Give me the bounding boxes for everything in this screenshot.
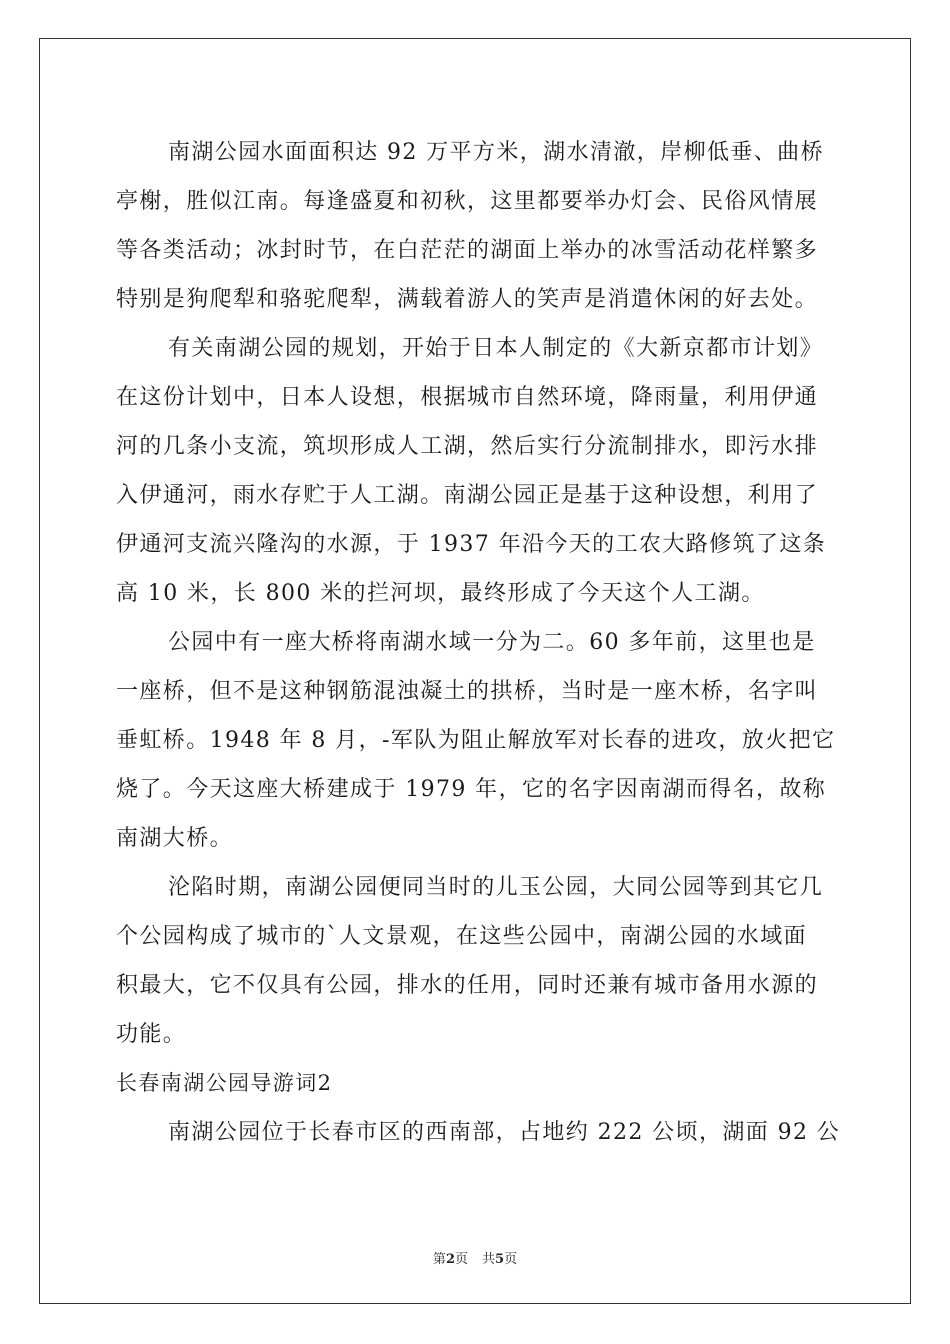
paragraph-line: 烧了。今天这座大桥建成于 1979 年，它的名字因南湖而得名，故称 bbox=[116, 777, 827, 802]
paragraph-line: 垂虹桥。1948 年 8 月，-军队为阻止解放军对长春的进攻，放火把它 bbox=[116, 728, 836, 753]
page-label-prefix: 第 bbox=[432, 1252, 446, 1267]
total-pages: 5 bbox=[495, 1252, 505, 1267]
page-number: 2 bbox=[445, 1252, 455, 1267]
document-body bbox=[116, 128, 841, 1157]
paragraph-line: 积最大，它不仅具有公园，排水的任用，同时还兼有城市备用水源的 bbox=[116, 973, 819, 998]
paragraph-line: 公园中有一座大桥将南湖水域一分为二。60 多年前，这里也是 bbox=[168, 630, 816, 655]
paragraph-line: 南湖大桥。 bbox=[116, 826, 234, 851]
paragraph-line: 河的几条小支流，筑坝形成人工湖，然后实行分流制排水，即污水排 bbox=[116, 434, 819, 459]
total-label-prefix: 共 bbox=[482, 1252, 496, 1267]
paragraph-line: 在这份计划中，日本人设想，根据城市自然环境，降雨量，利用伊通 bbox=[116, 385, 819, 410]
paragraph-line: 伊通河支流兴隆沟的水源，于 1937 年沿今天的工农大路修筑了这条 bbox=[116, 532, 827, 557]
paragraph-line: 入伊通河，雨水存贮于人工湖。南湖公园正是基于这种设想，利用了 bbox=[116, 483, 819, 508]
total-label-suffix: 页 bbox=[504, 1252, 518, 1267]
paragraph-line: 南湖公园水面面积达 92 万平方米，湖水清澈，岸柳低垂、曲桥 bbox=[168, 140, 824, 165]
paragraph-line: 一座桥，但不是这种钢筋混浊凝土的拱桥，当时是一座木桥，名字叫 bbox=[116, 679, 819, 704]
paragraph-line: 亭榭，胜似江南。每逢盛夏和初秋，这里都要举办灯会、民俗风情展 bbox=[116, 189, 819, 214]
paragraph-line: 有关南湖公园的规划，开始于日本人制定的《大新京都市计划》 bbox=[168, 336, 824, 361]
paragraph-line: 南湖公园位于长春市区的西南部，占地约 222 公顷，湖面 92 公 bbox=[168, 1120, 841, 1145]
page-label-suffix: 页 bbox=[454, 1252, 468, 1267]
paragraph-line: 个公园构成了城市的`人文景观，在这些公园中，南湖公园的水域面 bbox=[116, 924, 808, 949]
paragraph-line: 功能。 bbox=[116, 1022, 187, 1047]
paragraph-line: 特别是狗爬犁和骆驼爬犁，满载着游人的笑声是消遣休闲的好去处。 bbox=[116, 287, 819, 312]
section-heading: 长春南湖公园导游词2 bbox=[116, 1071, 333, 1095]
paragraph-line: 等各类活动；冰封时节，在白茫茫的湖面上举办的冰雪活动花样繁多 bbox=[116, 238, 819, 263]
paragraph-line: 沦陷时期，南湖公园便同当时的儿玉公园，大同公园等到其它几 bbox=[168, 875, 824, 900]
page-footer bbox=[0, 1248, 950, 1267]
paragraph-line: 高 10 米，长 800 米的拦河坝，最终形成了今天这个人工湖。 bbox=[116, 581, 765, 606]
